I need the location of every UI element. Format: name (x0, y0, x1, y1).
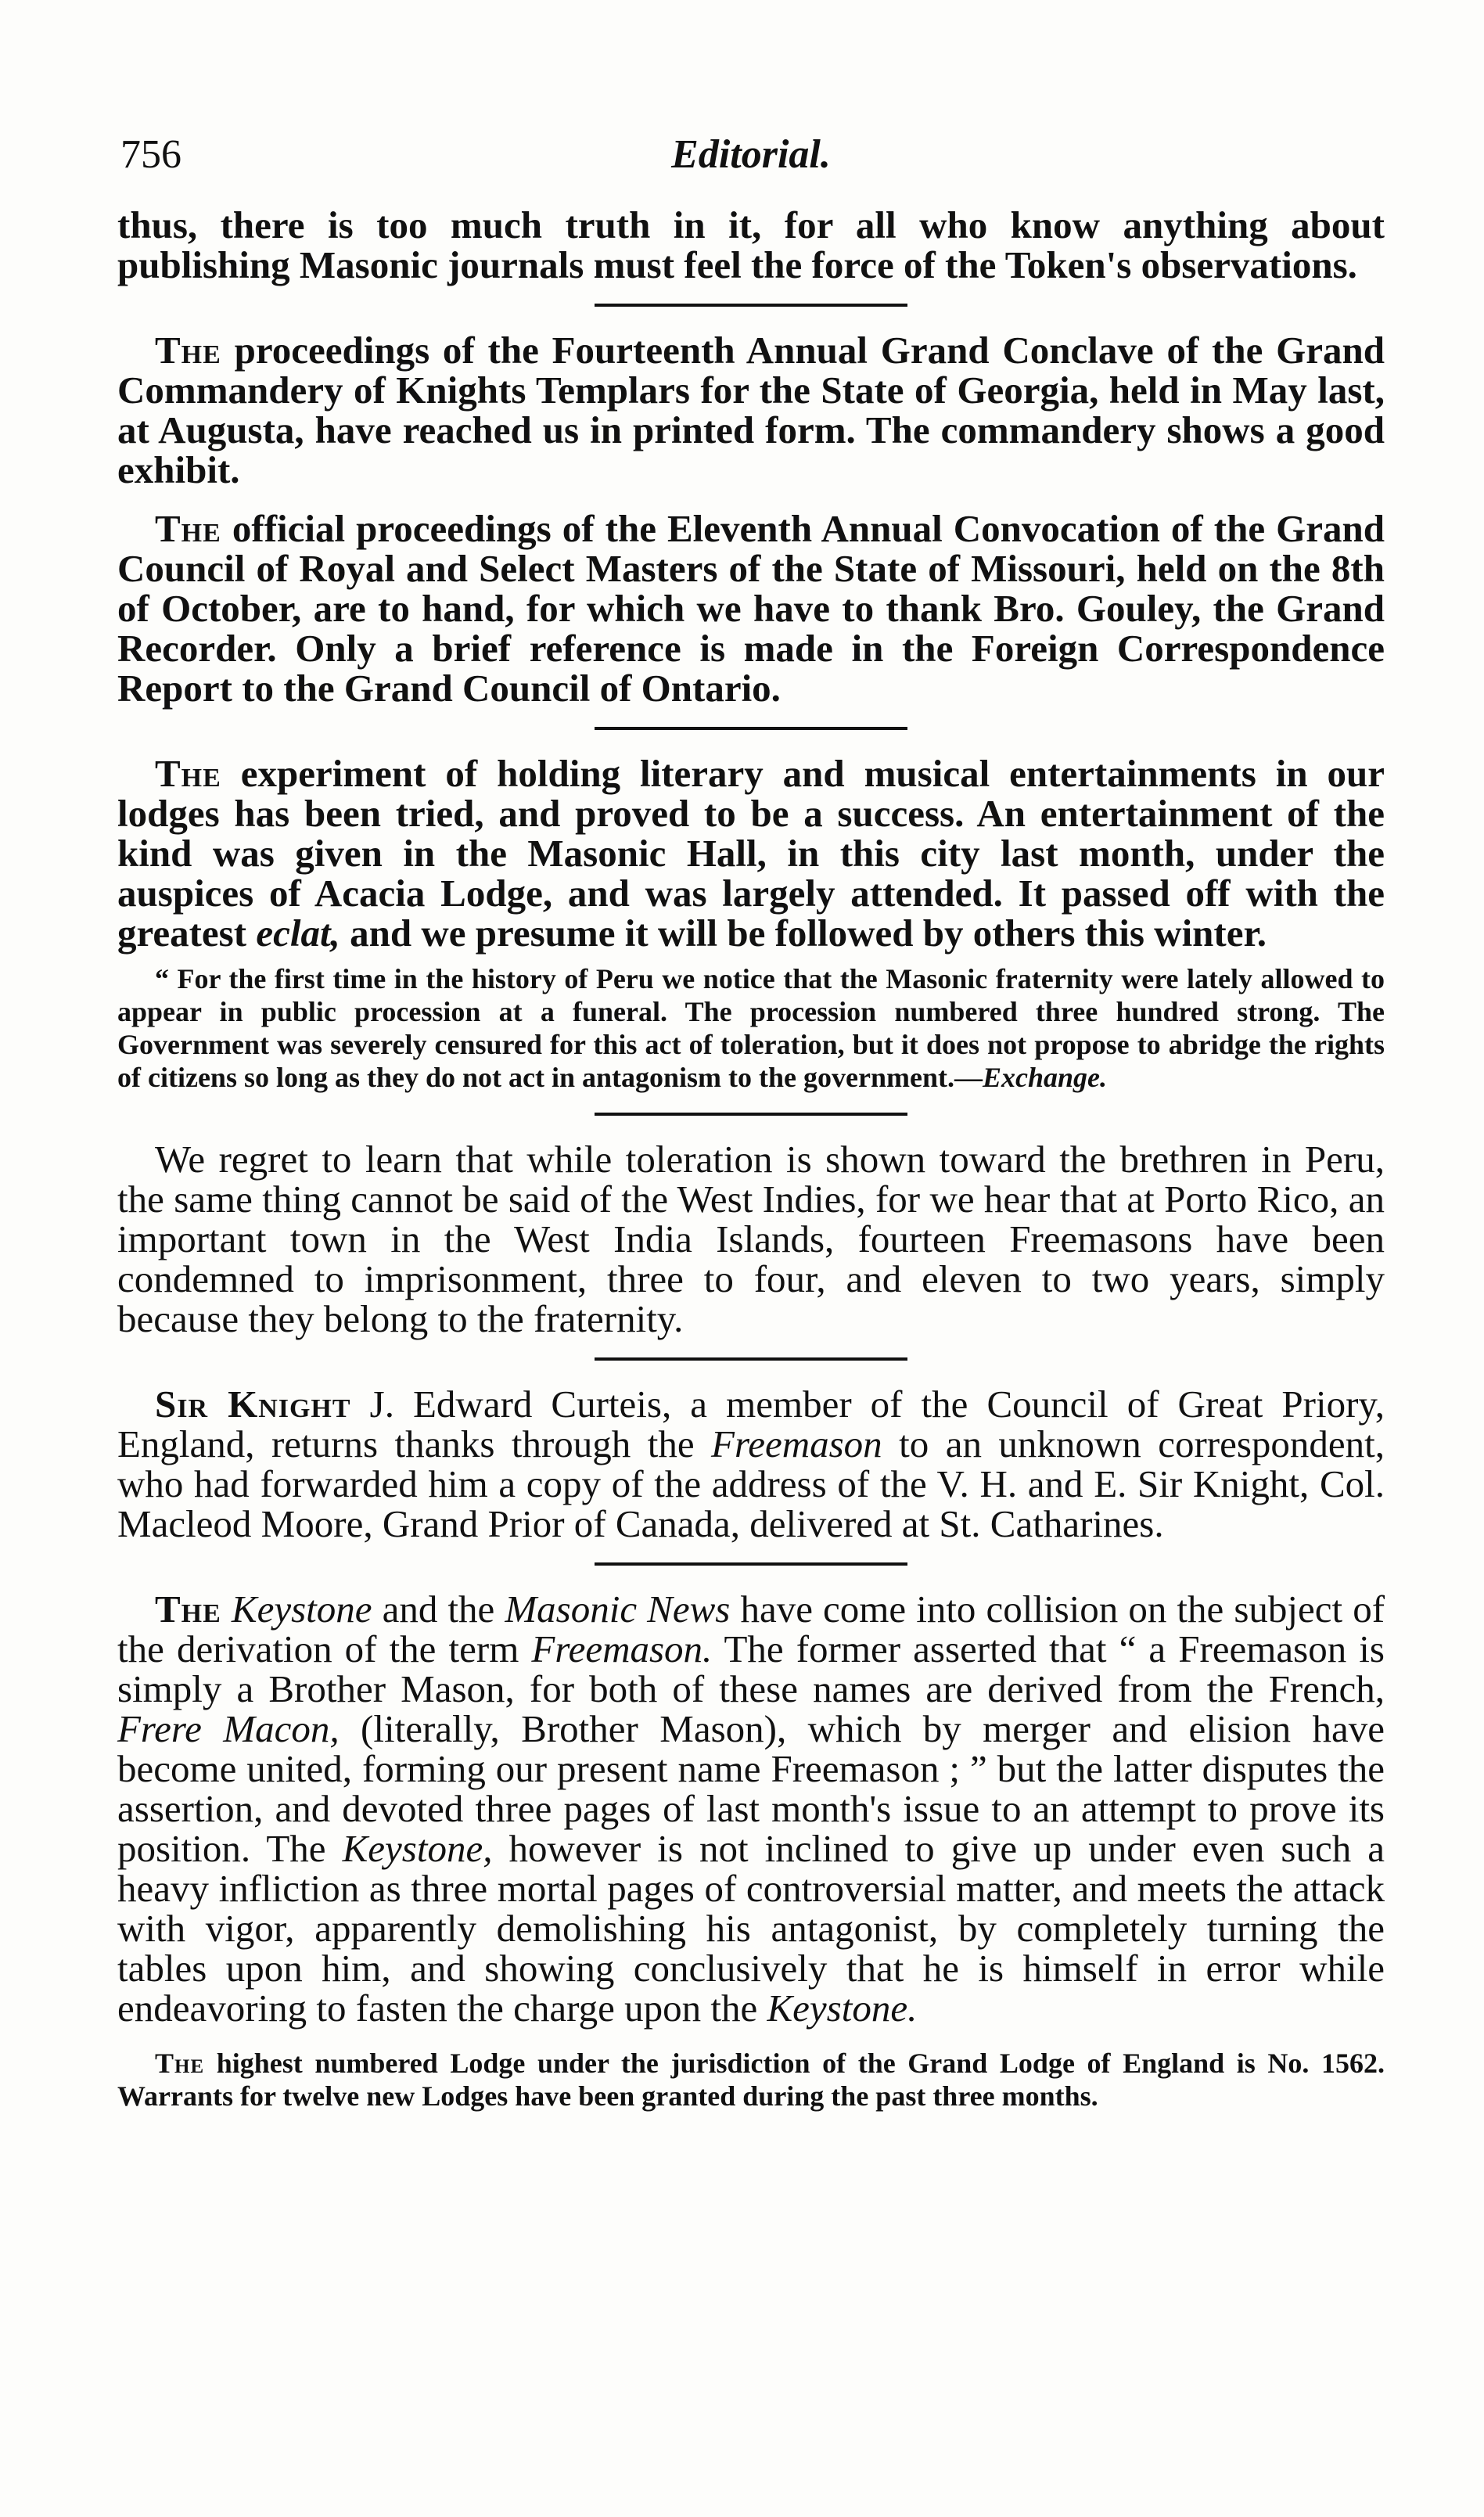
paragraph-italic: Keystone. (767, 1987, 918, 2030)
paragraph-text: experiment of holding literary and musical entertainments in our lodges has been tried, and proved to be a success. An entertainment of the kind was given in the Masonic Hall, in this city last month, under the auspices of Acacia Lodge, and was largely attended. It passed off with the greatest (117, 752, 1385, 955)
paragraph-text: We regret to learn that while toleration is shown toward the brethren in Peru, the same thing cannot be said of the West Indies, for we hear that at Porto Rico, an important town in the West India Islands, fourteen Freemasons have been condemned to imprisonment, three to four, and eleven to two years, simply because they belong to the fraternity. (117, 1138, 1385, 1340)
paragraph-italic: Frere Macon, (117, 1707, 340, 1750)
paragraph-missouri-convocation (117, 509, 1385, 708)
section-rule (595, 1562, 907, 1566)
paragraph-text: The former asserted that “ a Freemason is simply a Brother Mason, for both of these names are derived from the French, (117, 1627, 1385, 1710)
paragraph-text: proceedings of the Fourteenth Annual Grand Conclave of the Grand Commandery of Knights Templars for the State of Georgia, held in May last, at Augusta, have reached us in printed form. The commandery shows a good exhibit. (117, 329, 1385, 491)
paragraph-text: thus, there is too much truth in it, for all who know anything about publishing Masonic journals must feel the force of the Token's observations. (117, 203, 1385, 286)
paragraph-lead: The (155, 752, 221, 795)
paragraph-curteis (117, 1384, 1385, 1544)
paragraph-peru-quote (117, 962, 1385, 1094)
paragraph-italic: Freemason (711, 1422, 882, 1465)
paragraph-italic: Freemason. (531, 1627, 713, 1670)
paragraph-text: to an unknown correspondent, who had forwarded him a copy of the address of the V. H. and E. Sir Knight, Col. Macleod Moore, Grand Prior of Canada, delivered at St. Catharines. (117, 1422, 1385, 1545)
page-number: 756 (120, 132, 181, 177)
paragraph-text: (literally, Brother Mason), which by merger and elision have become united, forming our present name Freemason ; ” but the latter disputes the assertion, and devoted three pages of last month's issue to an attempt to prove its position. The (117, 1707, 1385, 1870)
paragraph-lead: The (155, 2048, 205, 2079)
paragraph-west-indies (117, 1139, 1385, 1339)
paragraph-lead: The (155, 507, 221, 550)
section-rule (595, 1357, 907, 1361)
section-rule (595, 1113, 907, 1116)
editorial-body (117, 205, 1385, 2112)
paragraph-text: highest numbered Lodge under the jurisdiction of the Grand Lodge of England is No. 1562. Warrants for twelve new Lodges have been granted during the past three months. (117, 2048, 1385, 2112)
paragraph-text: and we presume it will be followed by others this winter. (350, 912, 1267, 955)
paragraph-lead: The (155, 329, 221, 372)
paragraph-text: have come into collision on the subject of the derivation of the term (117, 1588, 1385, 1670)
paragraph-text: “ For the first time in the history of Peru we notice that the Masonic fraternity were lately allowed to appear in public procession at a funeral. The procession numbered three hundred strong. The Government was severely censured for this act of toleration, but it does not propose to abridge the rights of citizens so long as they do not act in antagonism to the government.— (117, 963, 1385, 1093)
paragraph-keystone (117, 1589, 1385, 2028)
paragraph-italic: eclat, (256, 912, 340, 955)
paragraph-token-observations (117, 205, 1385, 285)
section-rule (595, 304, 907, 307)
paragraph-lead: Sir Knight (155, 1383, 351, 1426)
running-head: Editorial. (671, 132, 831, 177)
paragraph-text: however is not inclined to give up under even such a heavy infliction as three mortal pages of controversial matter, and meets the attack with vigor, apparently demolishing his antagonist, by completely turning the tables upon him, and showing conclusively that he is himself in error while endeavoring to fasten the charge upon the (117, 1827, 1385, 2030)
paragraph-text: and the (382, 1588, 495, 1631)
paragraph-italic: Keystone, (342, 1827, 493, 1870)
paragraph-lead: The (155, 1588, 221, 1631)
paragraph-entertainments (117, 753, 1385, 953)
paragraph-lodge-numbers (117, 2047, 1385, 2112)
page-header (117, 131, 1385, 186)
paragraph-italic: Keystone (231, 1588, 372, 1631)
paragraph-gap (117, 490, 1385, 509)
paragraph-italic: Exchange. (982, 1062, 1107, 1093)
paragraph-italic: Masonic News (505, 1588, 731, 1631)
section-rule (595, 727, 907, 730)
paragraph-text: J. Edward Curteis, a member of the Council of Great Priory, England, returns thanks through the (117, 1383, 1385, 1465)
paragraph-text: official proceedings of the Eleventh Annual Convocation of the Grand Council of Royal and Select Masters of the State of Missouri, held on the 8th of October, are to hand, for which we have to thank Bro. Gouley, the Grand Recorder. Only a brief reference is made in the Foreign Correspondence Report to the Grand Council of Ontario. (117, 507, 1385, 710)
paragraph-georgia-conclave (117, 330, 1385, 490)
paragraph-gap (117, 2028, 1385, 2047)
